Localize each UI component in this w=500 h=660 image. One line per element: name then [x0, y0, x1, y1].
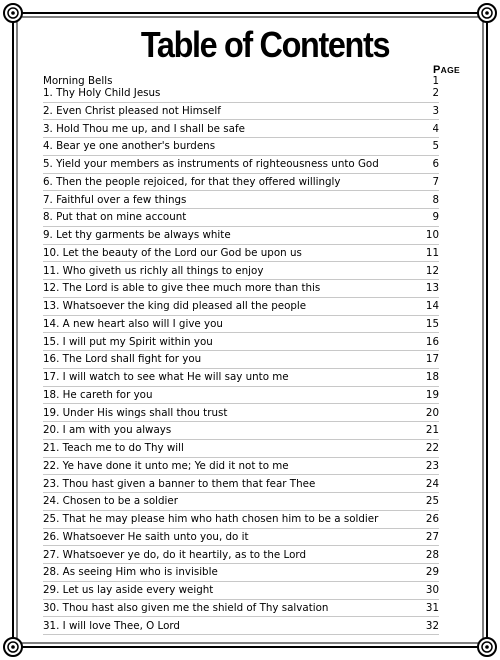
toc-entry-title: 28. As seeing Him who is invisible: [43, 566, 218, 579]
toc-entry: [43, 547, 439, 563]
toc-entry: [43, 174, 439, 190]
toc-entry-title: 6. Then the people rejoiced, for that they offered willingly: [43, 175, 341, 188]
toc-entry: [43, 121, 439, 137]
toc-entry-page: 14: [425, 300, 439, 312]
toc-entry: [43, 529, 439, 545]
toc-entry-page: 24: [425, 477, 439, 490]
toc-entry-page: 17: [425, 353, 439, 366]
toc-entry: [43, 405, 439, 421]
toc-entry: [43, 263, 439, 279]
toc-entry: [43, 600, 439, 616]
toc-entry: [43, 422, 439, 438]
toc-entry-title: 1. Thy Holy Child Jesus: [43, 87, 161, 99]
toc-entry-title: 31. I will love Thee, O Lord: [43, 619, 180, 632]
toc-entry-page: 8: [432, 193, 439, 206]
toc-entry: [43, 192, 439, 208]
toc-entry-page: 16: [425, 335, 439, 348]
toc-entry-page: 27: [425, 530, 439, 543]
toc-entry-page: 3: [432, 104, 439, 117]
toc-entry-title: 21. Teach me to do Thy will: [43, 442, 184, 454]
toc-entry-page: 21: [425, 424, 439, 437]
toc-entry-page: 30: [425, 584, 439, 596]
toc-entry-title: 15. I will put my Spirit within you: [43, 335, 213, 348]
toc-entry-page: 19: [425, 388, 439, 401]
toc-entry-page: 29: [425, 566, 439, 579]
toc-entry: [43, 351, 439, 367]
toc-entry: [43, 85, 439, 101]
toc-entry-title: 2. Even Christ pleased not Himself: [43, 104, 221, 117]
page-column-header-text: PAGE: [433, 64, 460, 76]
toc-entry-title: 3. Hold Thou me up, and I shall be safe: [43, 122, 245, 135]
toc-entry: [43, 103, 439, 119]
toc-entry-page: 7: [432, 175, 439, 188]
toc-entry-title: 23. Thou hast given a banner to them that fear Thee: [43, 477, 316, 490]
toc-entry-title: 4. Bear ye one another's burdens: [43, 140, 216, 153]
toc-entry: [43, 280, 439, 296]
toc-entry: [43, 618, 439, 634]
toc-entry: [43, 458, 439, 474]
toc-entry: [43, 209, 439, 225]
toc-entry-page: 32: [425, 619, 439, 632]
toc-entry-title: 24. Chosen to be a soldier: [43, 495, 178, 508]
toc-entry-page: 12: [425, 264, 439, 277]
toc-entry-page: 20: [425, 406, 439, 419]
toc-entry-title: 26. Whatsoever He saith unto you, do it: [43, 530, 249, 543]
toc-entry-page: 13: [425, 282, 439, 295]
toc-entry-title: 16. The Lord shall fight for you: [43, 353, 202, 366]
toc-entry: [43, 564, 439, 580]
toc-entry: [43, 511, 439, 527]
toc-entry-title: 17. I will watch to see what He will say unto me: [43, 371, 289, 383]
toc-entry: [43, 227, 439, 243]
toc-entry: [43, 298, 439, 314]
toc-entry: [43, 387, 439, 403]
toc-entry-page: 5: [432, 140, 439, 153]
toc-entry: [43, 582, 439, 598]
toc-entry-title: 5. Yield your members as instruments of righteousness unto God: [43, 158, 379, 170]
toc-entry-page: 6: [432, 158, 439, 170]
page-title: Table of Contents: [140, 24, 390, 65]
toc-entry-page: 11: [425, 246, 439, 259]
toc-entry-title: 10. Let the beauty of the Lord our God be upon us: [43, 246, 302, 259]
toc-entry-page: 10: [425, 229, 439, 241]
toc-entry-title: 8. Put that on mine account: [43, 211, 187, 224]
toc-entry-page: 26: [425, 513, 439, 525]
toc-entry-page: 1: [432, 75, 439, 87]
row-divider: [43, 634, 439, 635]
toc-entry: [43, 440, 439, 456]
toc-entry: [43, 334, 439, 350]
toc-entry-title: 19. Under His wings shall thou trust: [43, 406, 228, 419]
toc-entry-title: 9. Let thy garments be always white: [43, 229, 231, 241]
toc-entry-title: 14. A new heart also will I give you: [43, 317, 223, 330]
toc-entry-page: 25: [425, 495, 439, 508]
toc-entry-title: 30. Thou hast also given me the shield of Thy salvation: [43, 601, 329, 614]
toc-entry-page: 15: [425, 317, 439, 330]
toc-entry: [43, 245, 439, 261]
toc-entry-title: 12. The Lord is able to give thee much more than this: [43, 282, 321, 295]
toc-entry-page: 22: [425, 442, 439, 454]
toc-entry-title: 11. Who giveth us richly all things to enjoy: [43, 264, 264, 277]
toc-entry: [43, 369, 439, 385]
toc-entry-title: 18. He careth for you: [43, 388, 153, 401]
toc-entry-title: 13. Whatsoever the king did pleased all the people: [43, 300, 307, 312]
toc-entry-page: 18: [425, 371, 439, 383]
toc-entry-title: 20. I am with you always: [43, 424, 172, 437]
toc-entry: [43, 493, 439, 509]
toc-entry: [43, 316, 439, 332]
toc-entry-page: 28: [425, 548, 439, 561]
toc-entry-page: 4: [432, 122, 439, 135]
toc-entry: [43, 138, 439, 154]
toc-entry-title: 27. Whatsoever ye do, do it heartily, as to the Lord: [43, 548, 306, 561]
toc-entry: [43, 476, 439, 492]
toc-entry-page: 2: [432, 87, 439, 99]
toc-entry-page: 9: [432, 211, 439, 224]
toc-entry-title: 29. Let us lay aside every weight: [43, 584, 214, 596]
toc-entry: [43, 156, 439, 172]
toc-entry-title: 25. That he may please him who hath chosen him to be a soldier: [43, 513, 379, 525]
toc-entry-title: 7. Faithful over a few things: [43, 193, 187, 206]
toc-entry-page: 23: [425, 459, 439, 472]
toc-entry-title: Morning Bells: [43, 75, 113, 87]
toc-entry-page: 31: [425, 601, 439, 614]
toc-entry-title: 22. Ye have done it unto me; Ye did it not to me: [43, 459, 289, 472]
